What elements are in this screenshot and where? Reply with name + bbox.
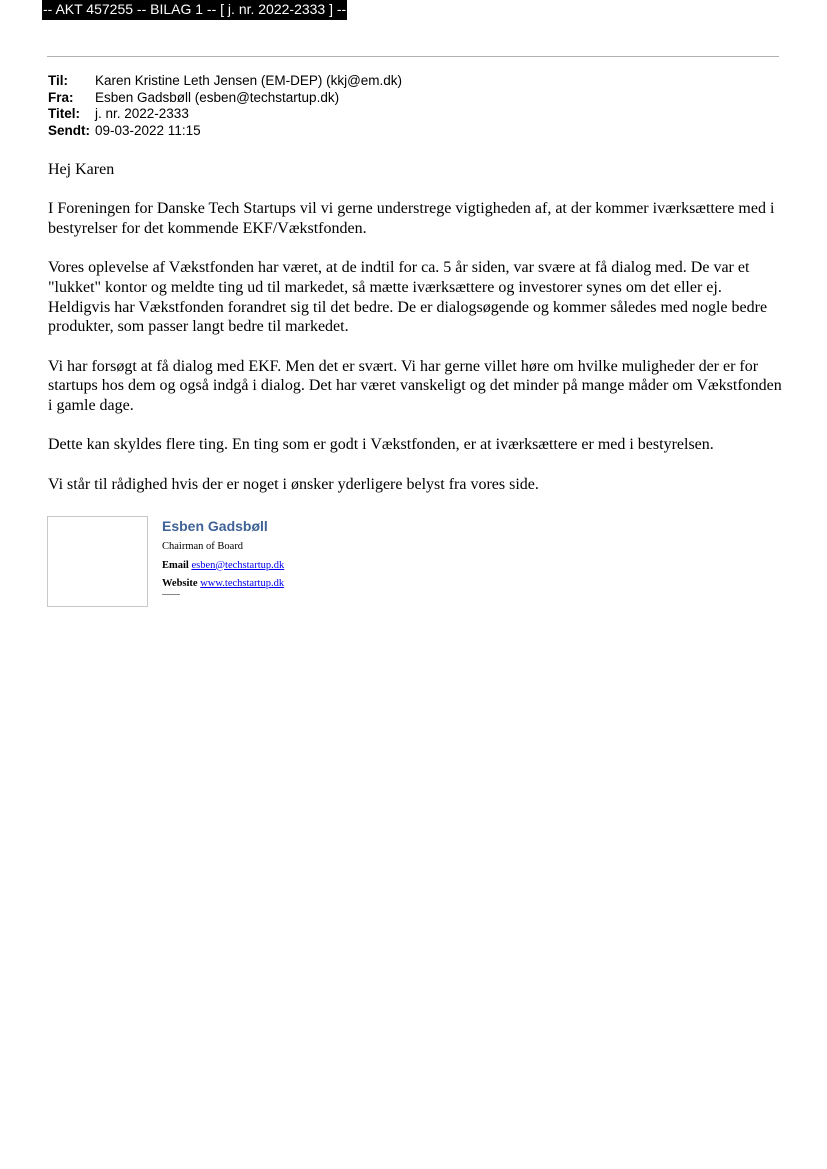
- header-value: 09-03-2022 11:15: [95, 122, 201, 138]
- header-value: Esben Gadsbøll (esben@techstartup.dk): [95, 89, 340, 105]
- signature-title: Chairman of Board: [162, 541, 244, 552]
- signature-website-row: [162, 575, 284, 594]
- body-paragraph: Vores oplevelse af Vækstfonden har været, at de indtil for ca. 5 år siden, var svære at få dialog med. De var et "lukket" kontor og meldte ting ud til markedet, så mætte iværksættere og investorer synes om det eller ej. Heldigvis har Vækstfonden forandret sig til det bedre. De er dialogsøgende og kommer således med nogle bedre produkter, som passer langt bedre til markedet.: [48, 259, 768, 336]
- header-from: [48, 90, 402, 107]
- header-divider: [47, 56, 779, 57]
- body-paragraph: I Foreningen for Danske Tech Startups vil vi gerne understrege vigtigheden af, at der kommer iværksættere med i bestyrelser for det kommende EKF/Vækstfonden.: [48, 200, 775, 237]
- header-label: Til:: [48, 73, 68, 88]
- document-banner: -- AKT 457255 -- BILAG 1 -- [ j. nr. 2022-2333 ] --: [42, 0, 347, 20]
- signature: [162, 518, 284, 595]
- email-body: [48, 160, 783, 514]
- header-sent: [48, 123, 402, 140]
- header-label: Sendt:: [48, 122, 90, 138]
- body-paragraph: Dette kan skyldes flere ting. En ting som er godt i Vækstfonden, er at iværksættere er med i bestyrelsen.: [48, 436, 714, 454]
- header-value: j. nr. 2022-2333: [95, 106, 189, 121]
- header-value: Karen Kristine Leth Jensen (EM-DEP) (kkj@em.dk): [95, 73, 403, 88]
- body-paragraph: Vi har forsøgt at få dialog med EKF. Men det er svært. Vi har gerne villet høre om hvilke muligheder der er for startups hos dem og også indgå i dialog. Det har været vanskeligt og det minder på mange måder om Vækstfonden i gamle dage.: [48, 357, 782, 414]
- header-to: [48, 73, 402, 90]
- signature-email-row: [162, 557, 284, 576]
- header-label: Fra:: [48, 89, 74, 105]
- header-label: Titel:: [48, 106, 81, 121]
- signature-website-label: Website: [162, 578, 198, 589]
- signature-website-link[interactable]: www.techstartup.dk: [200, 578, 285, 589]
- email-headers: [48, 73, 402, 139]
- signature-name: Esben Gadsbøll: [162, 518, 268, 534]
- greeting: Hej Karen: [48, 161, 115, 178]
- signature-divider: [162, 594, 180, 595]
- header-title: [48, 106, 402, 123]
- body-paragraph: Vi står til rådighed hvis der er noget i ønsker yderligere belyst fra vores side.: [48, 475, 539, 493]
- signature-email-link[interactable]: esben@techstartup.dk: [191, 559, 285, 571]
- signature-image-placeholder: [47, 516, 148, 607]
- signature-email-label: Email: [162, 559, 189, 571]
